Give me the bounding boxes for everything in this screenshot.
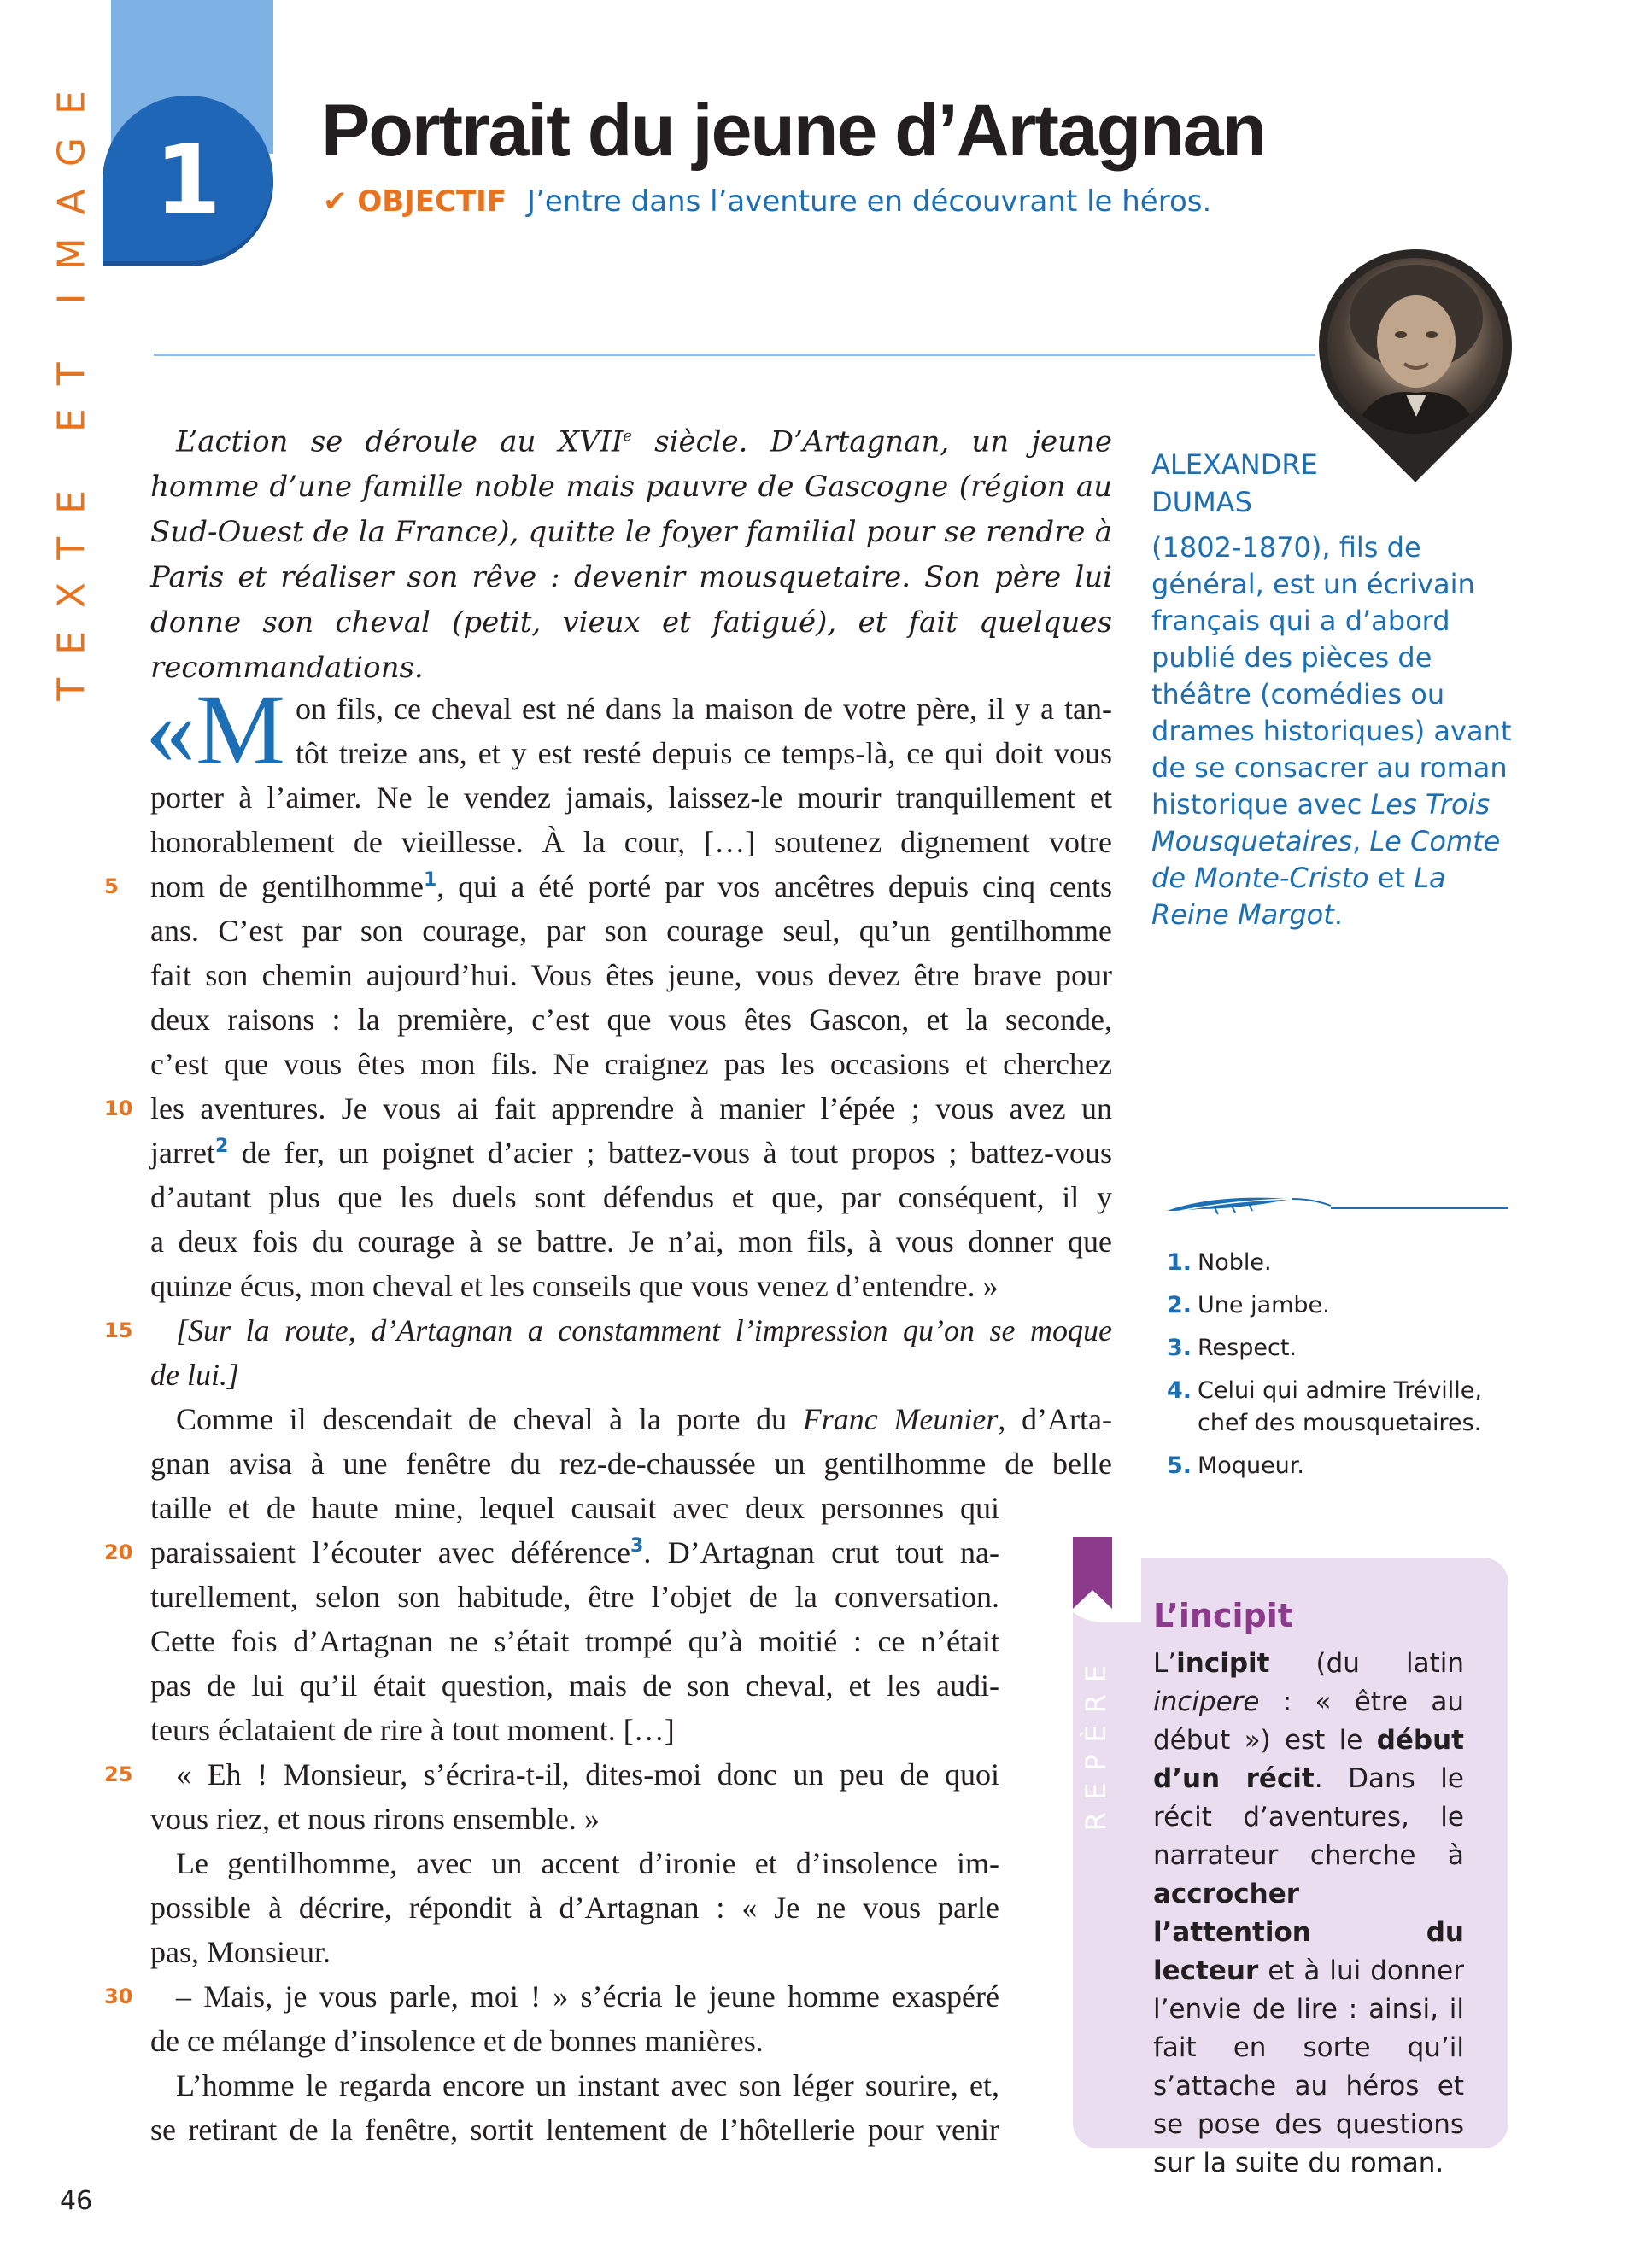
bio-end: .: [1333, 898, 1343, 931]
line-number-30: 30: [104, 1984, 133, 2008]
repere-italic-1: incipere: [1153, 1686, 1260, 1717]
section-side-label: [46, 51, 97, 717]
footnote-number: 3.: [1167, 1335, 1192, 1361]
text-line-1: on fils, ce cheval est né dans la maison de votre père, il y a tan-: [296, 692, 1112, 726]
text-line-27: Le gentilhomme, avec un accent d’ironie et d’insolence im-: [176, 1846, 999, 1880]
line-number-10: 10: [104, 1096, 133, 1120]
footnote-text: Une jambe.: [1198, 1292, 1330, 1318]
footnote-ref-2[interactable]: 2: [214, 1136, 229, 1157]
author-name: [1151, 446, 1318, 521]
author-bio: [1151, 529, 1527, 933]
repere-text-3: : « être au début ») est le: [1153, 1686, 1464, 1756]
line-number-5: 5: [104, 874, 119, 898]
text-line-5-a: nom de gentilhomme: [150, 869, 424, 903]
footnote-item: [1167, 1450, 1526, 1482]
text-line-31: de ce mélange d’insolence et de bonnes manières.: [150, 2024, 764, 2058]
footnote-item: [1167, 1289, 1526, 1322]
repere-bold-1: incipit: [1176, 1648, 1270, 1679]
text-line-11: [150, 1131, 1112, 1175]
footnote-text: Celui qui admire Tréville, chef des mousquetaires.: [1198, 1377, 1483, 1436]
text-line-32: L’homme le regarda encore un instant avec son léger sourire, et,: [176, 2068, 999, 2102]
text-line-18: gnan avisa à une fenêtre du rez-de-chaussée un gentilhomme de belle: [150, 1447, 1112, 1481]
repere-bold-2: début d’un récit: [1153, 1725, 1464, 1794]
drop-cap: «M: [145, 674, 285, 786]
footnote-item: [1167, 1247, 1526, 1279]
footnote-ref-1[interactable]: 1: [423, 869, 437, 891]
objectif-line: [323, 184, 1211, 219]
text-line-16: de lui.]: [150, 1358, 239, 1392]
intro-paragraph: [150, 413, 1112, 691]
line-number-15: 15: [104, 1318, 133, 1342]
work-title-2: Le Comte de Monte-Cristo: [1151, 825, 1501, 894]
repere-title: L’incipit: [1153, 1597, 1293, 1634]
bookmark-icon: [1071, 1537, 1114, 1614]
repere-text: [1153, 1645, 1464, 2183]
footnote-text: Respect.: [1198, 1335, 1297, 1361]
footnote-ref-3[interactable]: 3: [630, 1535, 644, 1557]
line-number-20: 20: [104, 1540, 133, 1564]
text-line-17: [176, 1397, 1112, 1441]
section-side-label-text: TEXTE ET IMAGE: [50, 67, 94, 701]
text-line-15: [Sur la route, d’Artagnan a constamment l’impression qu’on se moque: [176, 1313, 1112, 1347]
author-portrait: [1327, 258, 1503, 434]
intro-superscript: e: [623, 427, 632, 445]
text-line-3: porter à l’aimer. Ne le vendez jamais, laissez-le mourir tranquillement et: [150, 780, 1112, 815]
page-title: Portrait du jeune d’Artagnan: [321, 90, 1266, 172]
repere-bold-3: accrocher l’attention du lecteur: [1153, 1879, 1464, 1986]
text-line-11-a: jarret: [150, 1136, 215, 1170]
repere-text-2: (du latin: [1269, 1648, 1464, 1679]
text-line-2: tôt treize ans, et y est resté depuis ce temps-là, ce qui doit vous: [296, 736, 1112, 770]
text-line-17-b: , d’Arta-: [998, 1402, 1112, 1436]
repere-text-4: . Dans le récit d’aventures, le narrateur cherche à: [1153, 1763, 1464, 1871]
footnote-item: [1167, 1332, 1526, 1365]
bio-separator-1: ,: [1351, 825, 1370, 857]
text-line-13: a deux fois du courage à se battre. Je n’ai, mon fils, à vous donner que: [150, 1225, 1112, 1259]
text-line-11-b: de fer, un poignet d’acier ; battez-vous à tout propos ; battez-vous: [228, 1136, 1112, 1170]
text-line-14: quinze écus, mon cheval et les conseils que vous venez d’entendre. »: [150, 1269, 999, 1303]
footnotes-list: [1167, 1247, 1526, 1493]
footnotes-divider: [1331, 1207, 1508, 1209]
repere-label-text: REPÈRE: [1080, 1652, 1112, 1832]
text-line-26: vous riez, et nous rirons ensemble. »: [150, 1802, 600, 1836]
text-line-25: « Eh ! Monsieur, s’écrira-t-il, dites-moi donc un peu de quoi: [176, 1757, 999, 1792]
text-line-19: taille et de haute mine, lequel causait avec deux personnes qui: [150, 1491, 999, 1525]
footnote-number: 5.: [1167, 1453, 1192, 1479]
text-line-10: les aventures. Je vous ai fait apprendre à manier l’épée ; vous avez un: [150, 1091, 1112, 1125]
text-line-24: teurs éclataient de rire à tout moment. […]: [150, 1713, 675, 1747]
footnote-item: [1167, 1375, 1526, 1440]
chapter-number: 1: [155, 126, 221, 237]
intro-text-2: siècle. D’Artagnan, un jeune homme d’une famille noble mais pauvre de Gascogne (région au Sud-Ouest de la France), quitte le foyer familial pour se rendre à Paris et réaliser son rêve : devenir mousquetaire. Son père lui donne son cheval (petit, vieux et fatigué), et fait quelques recommandations.: [150, 424, 1113, 686]
text-line-22: Cette fois d’Artagnan ne s’était trompé qu’à moitié : ce n’était: [150, 1624, 999, 1658]
text-line-17-italic: Franc Meunier: [802, 1402, 999, 1436]
text-line-9: c’est que vous êtes mon fils. Ne craignez pas les occasions et cherchez: [150, 1047, 1112, 1081]
text-line-28: possible à décrire, répondit à d’Artagnan : « Je ne vous parle: [150, 1891, 999, 1925]
author-last-name: DUMAS: [1151, 486, 1252, 518]
text-line-7: fait son chemin aujourd’hui. Vous êtes jeune, vous devez être brave pour: [150, 958, 1112, 992]
text-line-20-a: paraissaient l’écouter avec déférence: [150, 1535, 631, 1569]
footnote-number: 1.: [1167, 1249, 1192, 1276]
repere-text-1: L’: [1153, 1648, 1177, 1679]
text-line-8: deux raisons : la première, c’est que vous êtes Gascon, et la seconde,: [150, 1002, 1112, 1037]
text-line-17-a: Comme il descendait de cheval à la porte du: [176, 1402, 803, 1436]
text-line-20: [150, 1530, 999, 1575]
line-number-25: 25: [104, 1762, 133, 1786]
footnote-number: 4.: [1167, 1377, 1192, 1404]
text-line-20-b: . D’Artagnan crut tout na-: [643, 1535, 1000, 1569]
author-bio-text: (1802-1870), fils de général, est un écrivain français qui a d’abord publié des pièces de théâtre (comédies ou drames historiques) avant de se consacrer au roman historique avec: [1151, 531, 1512, 821]
quill-icon: [1163, 1189, 1334, 1223]
repere-label: [1066, 1640, 1126, 1844]
text-line-5-b: , qui a été porté par vos ancêtres depuis cinq cents: [436, 869, 1112, 903]
page-number: 46: [60, 2186, 93, 2216]
author-first-name: ALEXANDRE: [1151, 448, 1318, 481]
text-line-6: ans. C’est par son courage, par son courage seul, qu’un gentilhomme: [150, 914, 1112, 948]
text-line-33: se retirant de la fenêtre, sortit lentement de l’hôtellerie pour venir: [150, 2113, 999, 2147]
text-line-12: d’autant plus que les duels sont défendus et que, par conséquent, il y: [150, 1180, 1112, 1214]
header-divider: [154, 354, 1315, 356]
text-line-29: pas, Monsieur.: [150, 1935, 331, 1969]
footnote-text: Noble.: [1198, 1249, 1272, 1276]
repere-text-5: et à lui donner l’envie de lire : ainsi, il fait en sorte qu’il s’attache au héros et se pose des questions sur la suite du roman.: [1153, 1955, 1464, 2178]
footnote-number: 2.: [1167, 1292, 1192, 1318]
work-title-3: La Reine Margot: [1151, 862, 1446, 931]
text-line-4: honorablement de vieillesse. À la cour, […] soutenez dignement votre: [150, 825, 1112, 859]
text-line-5: [150, 864, 1112, 909]
text-line-30: – Mais, je vous parle, moi ! » s’écria le jeune homme exaspéré: [176, 1979, 999, 2014]
objectif-text: J’entre dans l’aventure en découvrant le héros.: [527, 184, 1212, 219]
work-title-1: Les Trois Mousquetaires: [1151, 788, 1491, 857]
intro-text-1: L’action se déroule au XVII: [176, 424, 624, 459]
footnote-text: Moqueur.: [1198, 1453, 1304, 1479]
objectif-label: ✔ OBJECTIF: [323, 184, 507, 219]
bio-separator-2: et: [1368, 862, 1414, 894]
text-line-21: turellement, selon son habitude, être l’objet de la conversation.: [150, 1580, 999, 1614]
text-line-23: pas de lui qu’il était question, mais de son cheval, et les audi-: [150, 1669, 999, 1703]
